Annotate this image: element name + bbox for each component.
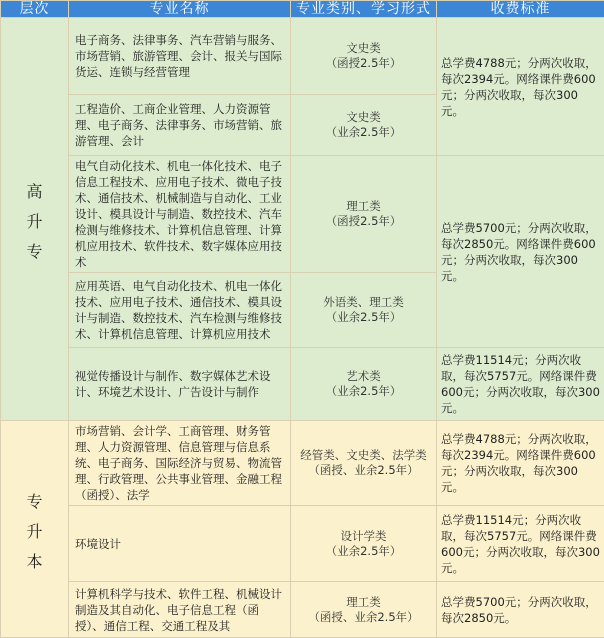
category-cell [291, 18, 437, 95]
category-form: （函授2.5年） [291, 214, 436, 229]
level-char: 升 [1, 517, 68, 547]
level-cell-zhuanben [1, 421, 69, 638]
major-list: 工程造价、工商企业管理、人力资源管理、电子商务、法律事务、市场营销、旅游管理、会计 [69, 95, 291, 156]
category-form: （函授2.5年） [291, 56, 436, 71]
level-char: 升 [1, 207, 68, 237]
major-list: 环境设计 [69, 506, 291, 582]
header-level: 层次 [1, 1, 69, 18]
major-list: 视觉传播设计与制作、数字媒体艺术设计、环境艺术设计、广告设计与制作 [69, 348, 291, 421]
category-form: （业余2.5年） [291, 310, 436, 325]
category-cell [291, 582, 437, 638]
table-row [1, 156, 604, 273]
level-char: 本 [1, 547, 68, 577]
fee-cell: 总学费5700元；分两次收取，每次2850元。 [437, 582, 604, 638]
major-list: 应用英语、电气自动化技术、机电一体化技术、应用电子技术、通信技术、模具设计与制造、数控技术、汽车检测与维修技术、计算机信息管理、计算机应用技术 [69, 273, 291, 348]
category-type: 文史类 [291, 41, 436, 56]
category-cell [291, 273, 437, 348]
level-char: 专 [1, 237, 68, 267]
major-list: 市场营销、会计学、工商管理、财务管理、人力资源管理、信息管理与信息系统、电子商务、国际经济与贸易、物流管理、行政管理、公共事业管理、金融工程（函授）、法学 [69, 421, 291, 506]
header-category: 专业类别、学习形式 [291, 1, 437, 18]
category-form: （函授、业余2.5年） [291, 463, 436, 478]
fee-cell: 总学费11514元；分两次收取，每次5757元。网络课件费600元；分两次收取，每次300元。 [437, 348, 604, 421]
table-row [1, 348, 604, 421]
category-type: 文史类 [291, 110, 436, 125]
major-list: 计算机科学与技术、软件工程、机械设计制造及其自动化、电子信息工程（函授）、通信工程、交通工程及其 [69, 582, 291, 638]
category-type: 艺术类 [291, 369, 436, 384]
category-cell [291, 156, 437, 273]
major-list: 电子商务、法律事务、汽车营销与服务、市场营销、旅游管理、会计、报关与国际货运、连锁与经营管理 [69, 18, 291, 95]
fee-cell: 总学费4788元；分两次收取，每次2394元。网络课件费600元；分两次收取，每次300元。 [437, 421, 604, 506]
category-type: 外语类、理工类 [291, 295, 436, 310]
level-char: 专 [1, 487, 68, 517]
category-form: （函授、业余2.5年） [291, 610, 436, 625]
category-form: （业余2.5年） [291, 125, 436, 140]
category-cell [291, 421, 437, 506]
header-major: 专业名称 [69, 1, 291, 18]
category-type: 设计学类 [291, 529, 436, 544]
level-char: 高 [1, 177, 68, 207]
category-cell [291, 506, 437, 582]
table-row [1, 582, 604, 638]
level-cell-gaozhuan [1, 18, 69, 421]
fee-cell: 总学费11514元；分两次收取，每次5757元。网络课件费600元；分两次收取，每次300元。 [437, 506, 604, 582]
category-form: （业余2.5年） [291, 384, 436, 399]
table-row [1, 18, 604, 95]
table-row [1, 506, 604, 582]
category-type: 经管类、文史类、法学类 [291, 448, 436, 463]
category-type: 理工类 [291, 595, 436, 610]
header-fee: 收费标准 [437, 1, 604, 18]
table-row [1, 421, 604, 506]
category-form: （业余2.5年） [291, 544, 436, 559]
fee-cell: 总学费5700元；分两次收取，每次2850元。网络课件费600元；分两次收取，每次300元。 [437, 156, 604, 348]
major-list: 电气自动化技术、机电一体化技术、电子信息工程技术、应用电子技术、微电子技术、通信技术、机械制造与自动化、工业设计、模具设计与制造、数控技术、汽车检测与维修技术、计算机信息管理、计算机应用技术、软件技术、数字媒体应用技术 [69, 156, 291, 273]
fee-cell: 总学费4788元；分两次收取，每次2394元。网络课件费600元；分两次收取，每次300元。 [437, 18, 604, 156]
category-type: 理工类 [291, 199, 436, 214]
category-cell [291, 348, 437, 421]
category-cell [291, 95, 437, 156]
table-header-row [1, 1, 604, 18]
